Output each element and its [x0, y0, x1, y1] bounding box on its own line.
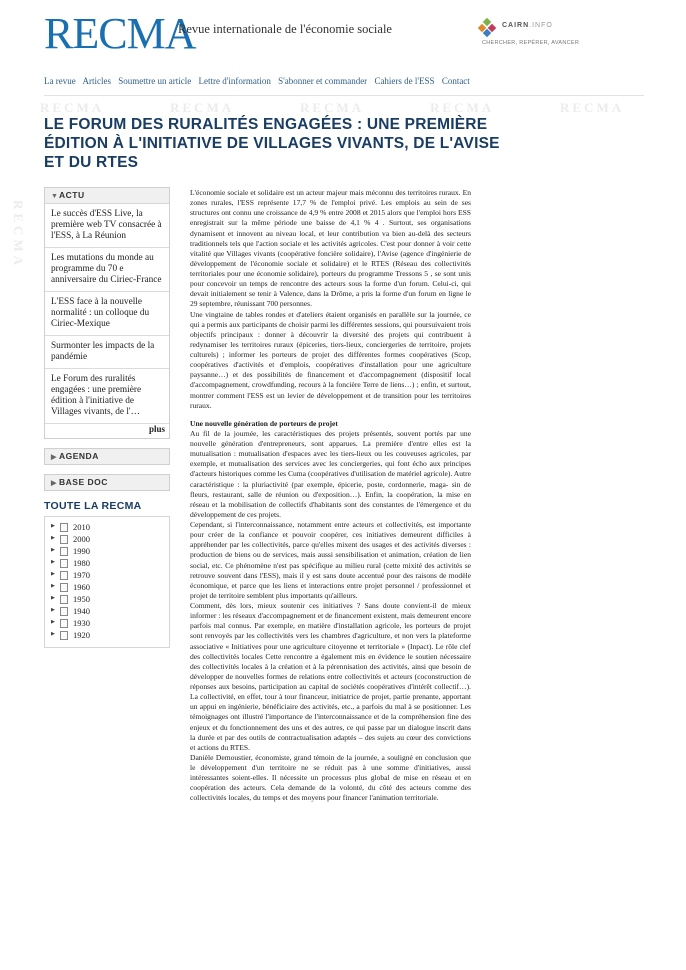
actu-item[interactable]: Surmonter les impacts de la pandémie: [45, 336, 169, 369]
watermark-text-5: RECMA: [560, 100, 625, 115]
expand-icon[interactable]: ▶: [51, 620, 55, 625]
actu-box: [44, 187, 170, 439]
toute-la-recma-title: TOUTE LA RECMA: [44, 500, 142, 512]
expand-icon[interactable]: ▶: [51, 608, 55, 613]
nav-abonner[interactable]: S'abonner et commander: [278, 76, 368, 86]
year-item[interactable]: ▶ 2000: [51, 534, 90, 544]
actu-item[interactable]: Le Forum des ruralités engagées : une première édition à l'initiative de Villages vivants, de l'…: [45, 369, 169, 424]
folder-icon: [60, 547, 68, 556]
folder-icon: [60, 631, 68, 640]
article-paragraph: Cependant, si l'interconnaissance, notamment entre acteurs et collectivités, est importante pour créer de la confiance et pouvoir coopérer, ces initiatives demeurent difficiles à appréhender par les collectivités, parce qu'elles mixent des usages et des activités diverses : production de biens ou de services, mais aussi sensibilisation et animation, création de lien social, etc. Ce phénomène n'est pas spécifique au milieu rural (cette mixité des activités se retrouve souvent dans l'ESS), mais il y est sans doute accentué pour des raisons de modèle économique, et parce que les liens et interactions entre projet personnel / professionnel et projet de territoire semblent plus importants qu'ailleurs.: [190, 520, 471, 600]
cairn-logo[interactable]: [476, 18, 580, 48]
watermark-vertical: [6, 200, 28, 700]
nav-articles[interactable]: Articles: [82, 76, 111, 86]
watermark-text-4: RECMA: [430, 100, 495, 115]
article-title: LE FORUM DES RURALITÉS ENGAGÉES : UNE PREMIÈRE ÉDITION À L'INITIATIVE DE VILLAGES VIVANTS, DE L'AVISE ET DU RTES: [44, 116, 500, 171]
cairn-name: CAIRN.INFO: [502, 22, 553, 29]
article-paragraph: L'économie sociale et solidaire est un acteur majeur mais méconnu des territoires ruraux. En zones rurales, l'ESS représente 17,7 % de l'emploi privé. Les emplois au sein de ses structures ont connu une croissance de 4,9 % entre 2008 et 2015 alors que l'emploi hors ESS enregistrait sur la même période une baisse de 4,1 % 4 . Surtout, ses organisations dynamisent et innovent au niveau local, et leur contribution va bien au-delà des secteurs traditionnels tels que l'action sociale et les activités agricoles. C'est pour donner à voir cette vitalité que Villages vivants (coopérative foncière solidaire), l'Avise (agence d'ingénierie de développement de l'économie sociale et solidaire) et le RTES (Réseau des collectivités territoriales pour une économie solidaire), porteurs du programme Tressons 5 , se sont unis pour concevoir un temps de rencontre des acteurs sous la forme d'un forum. Celui-ci, qui devait initialement se tenir à Valence, dans la Drôme, a pris la forme d'un forum en ligne le 29 septembre, réunissant 700 personnes.: [190, 188, 471, 309]
actu-more-link[interactable]: plus: [148, 424, 165, 434]
article-subtitle: Une nouvelle génération de porteurs de projet: [190, 418, 338, 428]
article-body: [190, 188, 471, 804]
expand-icon[interactable]: ▶: [51, 584, 55, 589]
year-item[interactable]: ▶ 2010: [51, 522, 90, 532]
year-item[interactable]: ▶ 1990: [51, 546, 90, 556]
nav-la-revue[interactable]: La revue: [44, 76, 76, 86]
basedoc-header[interactable]: ▶ BASE DOC: [45, 475, 169, 490]
cairn-slogan: CHERCHER, REPÉRER, AVANCER: [482, 40, 580, 46]
folder-icon: [60, 535, 68, 544]
year-item[interactable]: ▶ 1920: [51, 630, 90, 640]
folder-icon: [60, 523, 68, 532]
folder-icon: [60, 559, 68, 568]
expand-icon[interactable]: ▶: [51, 632, 55, 637]
year-item[interactable]: ▶ 1950: [51, 594, 90, 604]
actu-item[interactable]: Le succès d'ESS Live, la première web TV consacrée à l'ESS, à La Réunion: [45, 204, 169, 248]
nav-divider: [44, 95, 644, 96]
triangle-right-icon: ▶: [51, 480, 57, 487]
year-item[interactable]: ▶ 1940: [51, 606, 90, 616]
article-paragraph: Danièle Demoustier, économiste, grand témoin de la journée, a souligné en conclusion que le développement d'un territoire ne se réduit pas à une somme d'initiatives, aussi intéressantes soient-elles. Il nécessite un processus plus global de mise en réseau et en coopération des acteurs. Cela demande de la volonté, du côté des acteurs comme des collectivités locales, du temps et des moyens pour financer l'animation territoriale.: [190, 752, 471, 803]
watermark-vertical-text: RECMA: [11, 200, 26, 270]
actu-item[interactable]: L'ESS face à la nouvelle normalité : un colloque du Ciriec-Mexique: [45, 292, 169, 336]
folder-icon: [60, 595, 68, 604]
nav-soumettre[interactable]: Soumettre un article: [118, 76, 192, 86]
watermark-text-2: RECMA: [170, 100, 235, 115]
expand-icon[interactable]: ▶: [51, 560, 55, 565]
expand-icon[interactable]: ▶: [51, 536, 55, 541]
expand-icon[interactable]: ▶: [51, 548, 55, 553]
folder-icon: [60, 583, 68, 592]
article-paragraph: Au fil de la journée, les caractéristiques des projets présentés, souvent portés par une nouvelle génération d'entrepreneurs, sont apparues. La première d'entre elles est la mutualisation : mutualisation d'espaces avec les tiers-lieux ou les couveuses agricoles, par exemple, et mutualisation des services avec les conciergeries, qui font écho aux principes d'acteurs historiques comme les Cuma (coopératives d'utilisation de matériel agricole). Autre caractéristique : la pluriactivité (par exemple, épicerie, poste, cordonnerie, maga- sin de fleurs, restaurant, salle de réunion ou d'exposition…). Enfin, la coopération, la mise en réseau et la mobilisation de collectifs d'habitants sont des constantes de l'émergence et du développement de ces projets.: [190, 428, 471, 519]
year-item[interactable]: ▶ 1930: [51, 618, 90, 628]
triangle-down-icon: ▼: [51, 193, 59, 200]
nav-cahiers[interactable]: Cahiers de l'ESS: [374, 76, 435, 86]
cairn-mark-icon: [476, 18, 498, 40]
article-paragraph: Comment, dès lors, mieux soutenir ces initiatives ? Sans doute convient-il de mieux informer : les réseaux d'accompagnement et de financement existent, mais demeurent encore parfois mal connus. Par exemple, en matière d'installation agricole, les porteurs de projet sont renvoyés par les collectivités vers les chambres d'agriculture, et non vers la plateforme associative « Initiatives pour une agriculture citoyenne et territoriale » (Inpact). Le rôle clef des collectivités locales Cette rencontre a également mis en évidence le soutien nécessaire des collectivités locales à la création et à la pérennisation des activités, ainsi que besoin de développer de nouvelles formes de relations entre collectivités et acteurs (coconstruction de réponses aux besoins, participation au capital de sociétés coopératives d'intérêt collectif…). La collectivité, en effet, tour à tour financeur, initiatrice de projet, partie prenante, apportant un appui en ingénierie, bénéficiaire des activités, etc., a parfois du mal à se positionner. Les témoignages ont illustré l'importance de l'interconnaissance et de la compréhension fine des enjeux et du fonctionnement des uns et des autres, ce qui passe par un dialogue inscrit dans la durée et par des outils de contractualisation adaptés – des sujets au cœur des convictions et actions du RTES.: [190, 601, 471, 752]
expand-icon[interactable]: ▶: [51, 572, 55, 577]
site-tagline: Revue internationale de l'économie sociale: [178, 22, 392, 36]
recma-logo[interactable]: RECMA: [44, 9, 196, 58]
expand-icon[interactable]: ▶: [51, 596, 55, 601]
year-item[interactable]: ▶ 1960: [51, 582, 90, 592]
expand-icon[interactable]: ▶: [51, 524, 55, 529]
sidebar: [44, 187, 170, 648]
folder-icon: [60, 607, 68, 616]
agenda-header[interactable]: ▶ AGENDA: [45, 449, 169, 464]
year-tree: [44, 516, 170, 648]
basedoc-box: [44, 474, 170, 491]
actu-header[interactable]: ▼ACTU: [45, 188, 169, 204]
folder-icon: [60, 571, 68, 580]
article-paragraph: Une vingtaine de tables rondes et d'ateliers étaient organisés en parallèle sur la journée, ce qui a permis aux participants de choisir parmi les différentes sessions, qui poursuivaient trois objectifs principaux : donner à découvrir la diversité des projets qui contribuent à redynamiser les territoires ruraux (épiceries, tiers-lieux, conciergeries de territoire, projets culturels) ; informer les porteurs de projet des différentes formes coopératives (Scop, coopératives d'activités et d'emplois, coopératives d'installation pour une agriculture paysanne…) et des possibilités de financement et d'accompagnement (dispositif local d'accompagnement, crowdfunding, recours à la foncière Terre de liens…) ; enfin, et surtout, montrer comment l'ESS est un levier de développement et de transition pour les territoires ruraux.: [190, 309, 471, 410]
nav-lettre[interactable]: Lettre d'information: [198, 76, 271, 86]
actu-item[interactable]: Les mutations du monde au programme du 70 e anniversaire du Ciriec-France: [45, 248, 169, 292]
year-item[interactable]: ▶ 1980: [51, 558, 90, 568]
site-header: [0, 0, 686, 72]
nav-contact[interactable]: Contact: [441, 76, 470, 86]
watermark-text-1: RECMA: [40, 100, 105, 115]
folder-icon: [60, 619, 68, 628]
main-nav: [44, 76, 644, 90]
triangle-right-icon: ▶: [51, 454, 57, 461]
watermark-text-3: RECMA: [300, 100, 365, 115]
year-item[interactable]: ▶ 1970: [51, 570, 90, 580]
agenda-box: [44, 448, 170, 465]
